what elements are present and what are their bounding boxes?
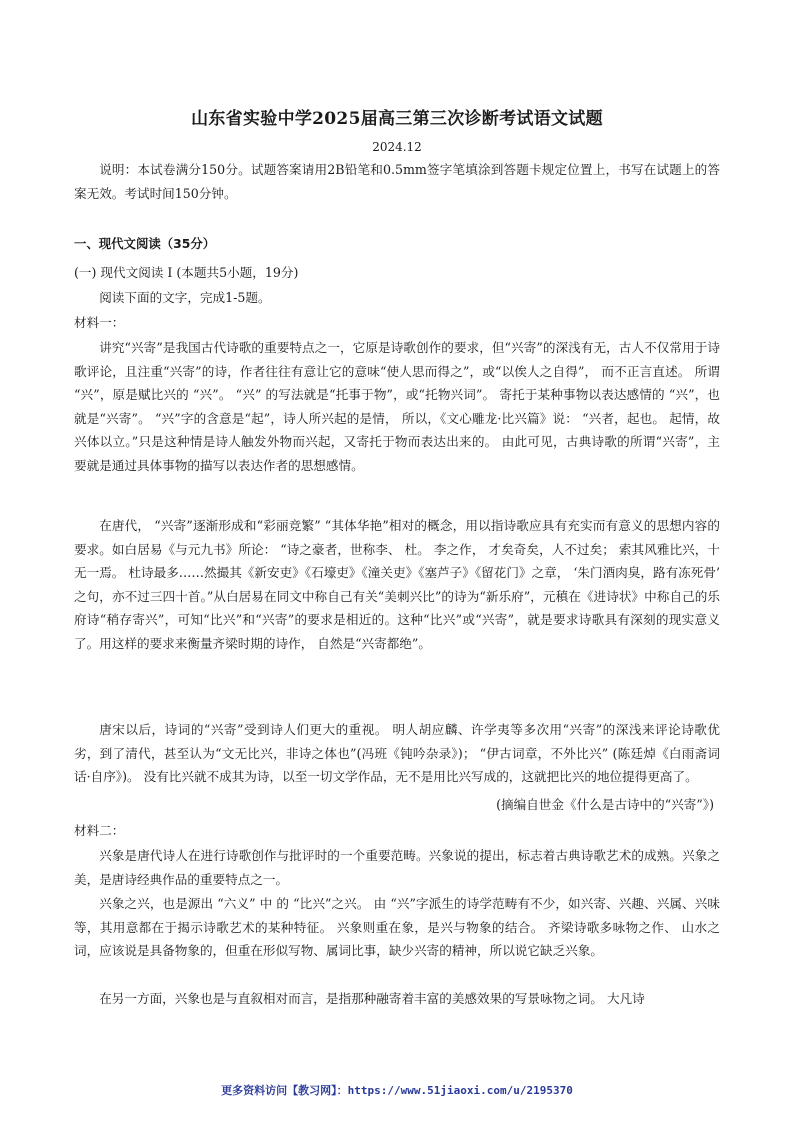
section-heading: 一、现代文阅读（35分） xyxy=(74,236,216,251)
instructions: 说明：本试卷满分150分。试题答案请用2B铅笔和0.5mm签字笔填涂到答题卡规定位置上，书写在试题上的答案无效。考试时间150分钟。 xyxy=(74,162,720,201)
material-one-paragraph-1: 讲究“兴寄”是我国古代诗歌的重要特点之一，它原是诗歌创作的要求，但“兴寄”的深浅有无，古人不仅常用于诗歌评论，且注重“兴寄”的诗，作者往往有意让它的意味“使人思而得之”，或“以俟人之自得”， 而不正言直述。 所谓 “兴”，原是赋比兴的 “兴”。 “兴” 的写法就是“托事于物”，或“托物兴词”。 寄托于某种事物以表达感情的 “兴”，也就是“兴寄”。 “兴”字的含意是“起”，诗人所兴起的是情， 所以，《文心雕龙·比兴篇》说： “兴者，起也。 起情，故兴体以立。”只是这种情是诗人触发外物而兴起，又寄托于物而表达出来的。 由此可见，古典诗歌的所谓“兴寄”，主要就是通过具体事物的描写以表达作者的思想感情。 xyxy=(74,340,720,473)
material-one-paragraph-3: 唐宋以后，诗词的“兴寄”受到诗人们更大的重视。 明人胡应麟、许学夷等多次用“兴寄”的深浅来评论诗歌优劣，到了清代，甚至认为“文无比兴，非诗之体也”(冯班《钝吟杂录》)； “伊古词章，不外比兴” (陈廷焯《白雨斋词话·自序》)。 没有比兴就不成其为诗，以至一切文学作品，无不是用比兴写成的，这就把比兴的地位提得更高了。 xyxy=(74,722,720,785)
footer-link[interactable]: 更多资料访问【教习网】：https://www.51jiaoxi.com/u/2195370 xyxy=(221,1084,573,1097)
exam-date: 2024.12 xyxy=(372,140,422,154)
material-two-paragraph-2: 兴象之兴，也是源出 “六义” 中 的 “比兴”之兴。 由 “兴”字派生的诗学范畴有不少，如兴寄、兴趣、兴属、兴味等，其用意都在于揭示诗歌艺术的某种特征。 兴象则重在象，是兴与物象的结合。 齐梁诗歌多咏物之作、 山水之词，应该说是具备物象的，但重在形似写物、属词比事，缺少兴寄的精神，所以说它缺乏兴象。 xyxy=(74,896,720,959)
material-one-source: (摘编自世金《什么是古诗中的“兴寄”》) xyxy=(496,797,714,812)
material-one-paragraph-2: 在唐代， “兴寄”逐渐形成和“彩丽竞繁” “其体华艳”相对的概念，用以指诗歌应具有充实而有意义的思想内容的要求。如白居易《与元九书》所论： “诗之豪者，世称李、 杜。 李之作， 才矣奇矣，人不过矣； 索其风雅比兴，十无一焉。 杜诗最多……然撮其《新安吏》《石壕吏》《潼关吏》《塞芦子》《留花门》之章， ‘朱门酒肉臭，路有冻死骨’ 之句，亦不过三四十首。”从白居易在同文中称自己有关“美刺兴比”的诗为“新乐府”，元稹在《进诗状》中称自己的乐府诗“稍存寄兴”，可知“比兴”和“兴寄”的要求是相近的。这种“比兴”或“兴寄”，就是要求诗歌具有深刻的现实意义了。用这样的要求来衡量齐梁时期的诗作， 自然是“兴寄都绝”。 xyxy=(74,518,720,651)
page-title: 山东省实验中学2025届高三第三次诊断考试语文试题 xyxy=(191,109,603,129)
material-two-label: 材料二： xyxy=(74,823,125,838)
material-one-label: 材料一： xyxy=(74,315,125,330)
reading-directive: 阅读下面的文字，完成1-5题。 xyxy=(99,290,271,305)
material-two-paragraph-3: 在另一方面，兴象也是与直叙相对而言，是指那种融寄着丰富的美感效果的写景咏物之词。 大凡诗 xyxy=(99,991,645,1006)
section-subheading: (一) 现代文阅读 Ⅰ (本题共5小题，19分) xyxy=(74,265,299,280)
material-two-paragraph-1: 兴象是唐代诗人在进行诗歌创作与批评时的一个重要范畴。兴象说的提出，标志着古典诗歌艺术的成熟。兴象之美，是唐诗经典作品的重要特点之一。 xyxy=(74,848,720,887)
